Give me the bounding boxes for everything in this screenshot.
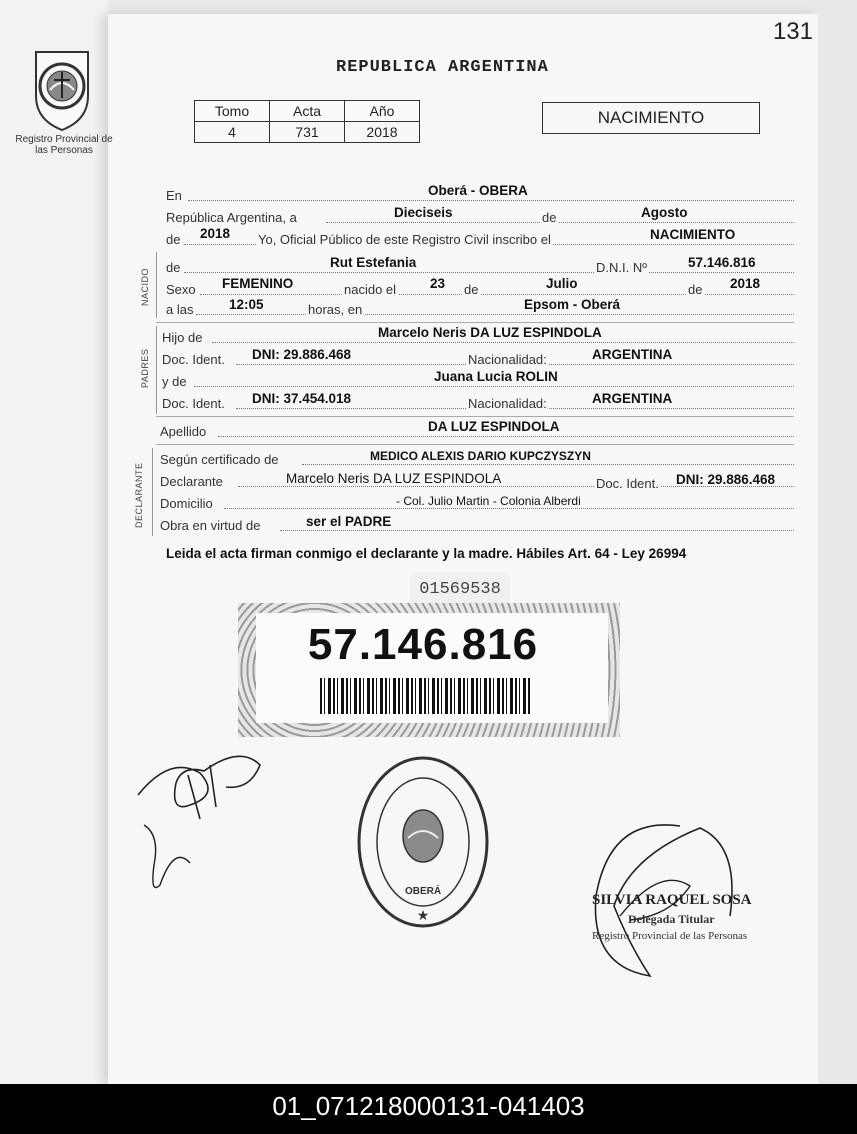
dotted-line: [200, 294, 794, 295]
value-mes-nac: Julio: [546, 276, 578, 291]
value-anio: 2018: [345, 122, 420, 143]
value-anio-nac: 2018: [730, 276, 761, 291]
section-separator: [156, 322, 794, 323]
dotted-line: [212, 342, 794, 343]
dotted-line: [280, 530, 794, 531]
act-type-box: NACIMIENTO: [542, 102, 760, 134]
document-heading: REPUBLICA ARGENTINA: [336, 58, 549, 77]
value-apellido: DA LUZ ESPINDOLA: [428, 419, 560, 434]
label-sexo: Sexo: [166, 282, 196, 297]
label-a-las: a las: [166, 302, 194, 317]
value-dni: 57.146.816: [688, 255, 756, 270]
value-declarante: Marcelo Neris DA LUZ ESPINDOLA: [286, 471, 502, 486]
value-madre-nac: ARGENTINA: [592, 391, 673, 406]
value-certificado: MEDICO ALEXIS DARIO KUPCZYSZYN: [370, 449, 591, 463]
dotted-line: [218, 436, 794, 437]
handwritten-signature-declarante: [130, 735, 270, 905]
serial-number: 01569538: [410, 572, 510, 606]
official-name: SILVIA RAQUEL SOSA: [592, 892, 752, 908]
dotted-line: [302, 464, 794, 465]
official-role: Delegada Titular: [628, 912, 715, 926]
label-de-mes: de: [464, 282, 479, 297]
dotted-line: [326, 222, 794, 223]
left-margin-area: [0, 0, 108, 1084]
document-id-footer: 01_071218000131-041403: [0, 1084, 857, 1134]
value-acto: NACIMIENTO: [650, 227, 736, 242]
label-domicilio: Domicilio: [160, 496, 213, 511]
value-anio: 2018: [200, 226, 231, 241]
label-nacionalidad: Nacionalidad:: [468, 352, 547, 367]
dotted-line: [224, 508, 794, 509]
label-hijo-de: Hijo de: [162, 330, 203, 345]
label-doc-ident-2: Doc. Ident.: [162, 396, 225, 411]
label-dni: D.N.I. Nº: [596, 260, 647, 275]
header-acta: Acta: [270, 101, 345, 122]
dotted-line: [194, 386, 794, 387]
value-mes: Agosto: [641, 205, 688, 220]
side-label-nacido: NACIDO: [140, 267, 150, 306]
label-declarante: Declarante: [160, 474, 223, 489]
value-tomo: 4: [195, 122, 270, 143]
seal-city: OBERÁ: [404, 886, 442, 897]
value-declarante-doc: DNI: 29.886.468: [676, 472, 776, 487]
dotted-line: [196, 314, 794, 315]
label-nacido-el: nacido el: [344, 282, 397, 297]
side-label-padres: PADRES: [140, 348, 150, 388]
dotted-line: [188, 200, 794, 201]
label-nacionalidad-2: Nacionalidad:: [468, 396, 547, 411]
value-dia: Dieciseis: [394, 205, 453, 220]
value-hora: 12:05: [229, 297, 264, 312]
official-seal: [354, 754, 492, 930]
value-dia-nac: 23: [430, 276, 446, 291]
seal-star-icon: ★: [416, 907, 430, 923]
label-de-anio: de: [688, 282, 703, 297]
page-number: 131: [772, 18, 813, 45]
closing-note: Leida el acta firman conmigo el declarante y la madre. Hábiles Art. 64 - Ley 26994: [166, 546, 687, 561]
label-de2: de: [166, 232, 181, 247]
logo-caption: Registro Provincial de las Personas: [15, 134, 113, 156]
label-republica: República Argentina, a: [166, 210, 297, 225]
header-anio: Año: [345, 101, 420, 122]
section-separator: [156, 416, 794, 417]
value-acta: 731: [270, 122, 345, 143]
value-madre: Juana Lucia ROLIN: [434, 369, 558, 384]
value-sexo: FEMENINO: [222, 276, 294, 291]
value-lugar: Oberá - OBERA: [428, 183, 528, 198]
label-doc-ident-3: Doc. Ident.: [596, 476, 659, 491]
value-padre: Marcelo Neris DA LUZ ESPINDOLA: [378, 325, 602, 340]
value-padre-doc: DNI: 29.886.468: [252, 347, 352, 362]
label-de: de: [542, 210, 557, 225]
label-horas-en: horas, en: [308, 302, 363, 317]
section-separator: [156, 444, 794, 445]
side-label-declarante: DECLARANTE: [134, 462, 144, 528]
label-de-nombre: de: [166, 260, 181, 275]
registry-table: [194, 100, 420, 143]
header-tomo: Tomo: [195, 101, 270, 122]
label-yo: Yo, Oficial Público de este Registro Civil inscribo el: [258, 232, 551, 247]
section-divider: [156, 326, 157, 414]
label-apellido: Apellido: [160, 424, 207, 439]
value-domicilio: - Col. Julio Martin - Colonia Alberdi: [396, 494, 581, 508]
label-y-de: y de: [162, 374, 187, 389]
value-lugar-nac: Epsom - Oberá: [524, 297, 621, 312]
value-obra: ser el PADRE: [306, 514, 392, 529]
barcode: [320, 678, 530, 714]
label-en: En: [166, 188, 182, 203]
section-divider: [152, 448, 153, 536]
label-doc-ident: Doc. Ident.: [162, 352, 225, 367]
section-divider: [156, 252, 157, 318]
value-padre-nac: ARGENTINA: [592, 347, 673, 362]
value-nombre: Rut Estefania: [330, 255, 417, 270]
label-obra: Obra en virtud de: [160, 518, 261, 533]
official-organization: Registro Provincial de las Personas: [592, 930, 748, 942]
value-madre-doc: DNI: 37.454.018: [252, 391, 352, 406]
dotted-line: [184, 272, 794, 273]
dni-number-label: 57.146.816: [307, 620, 539, 669]
provincial-registry-logo: [30, 46, 94, 132]
label-segun: Según certificado de: [160, 452, 279, 467]
